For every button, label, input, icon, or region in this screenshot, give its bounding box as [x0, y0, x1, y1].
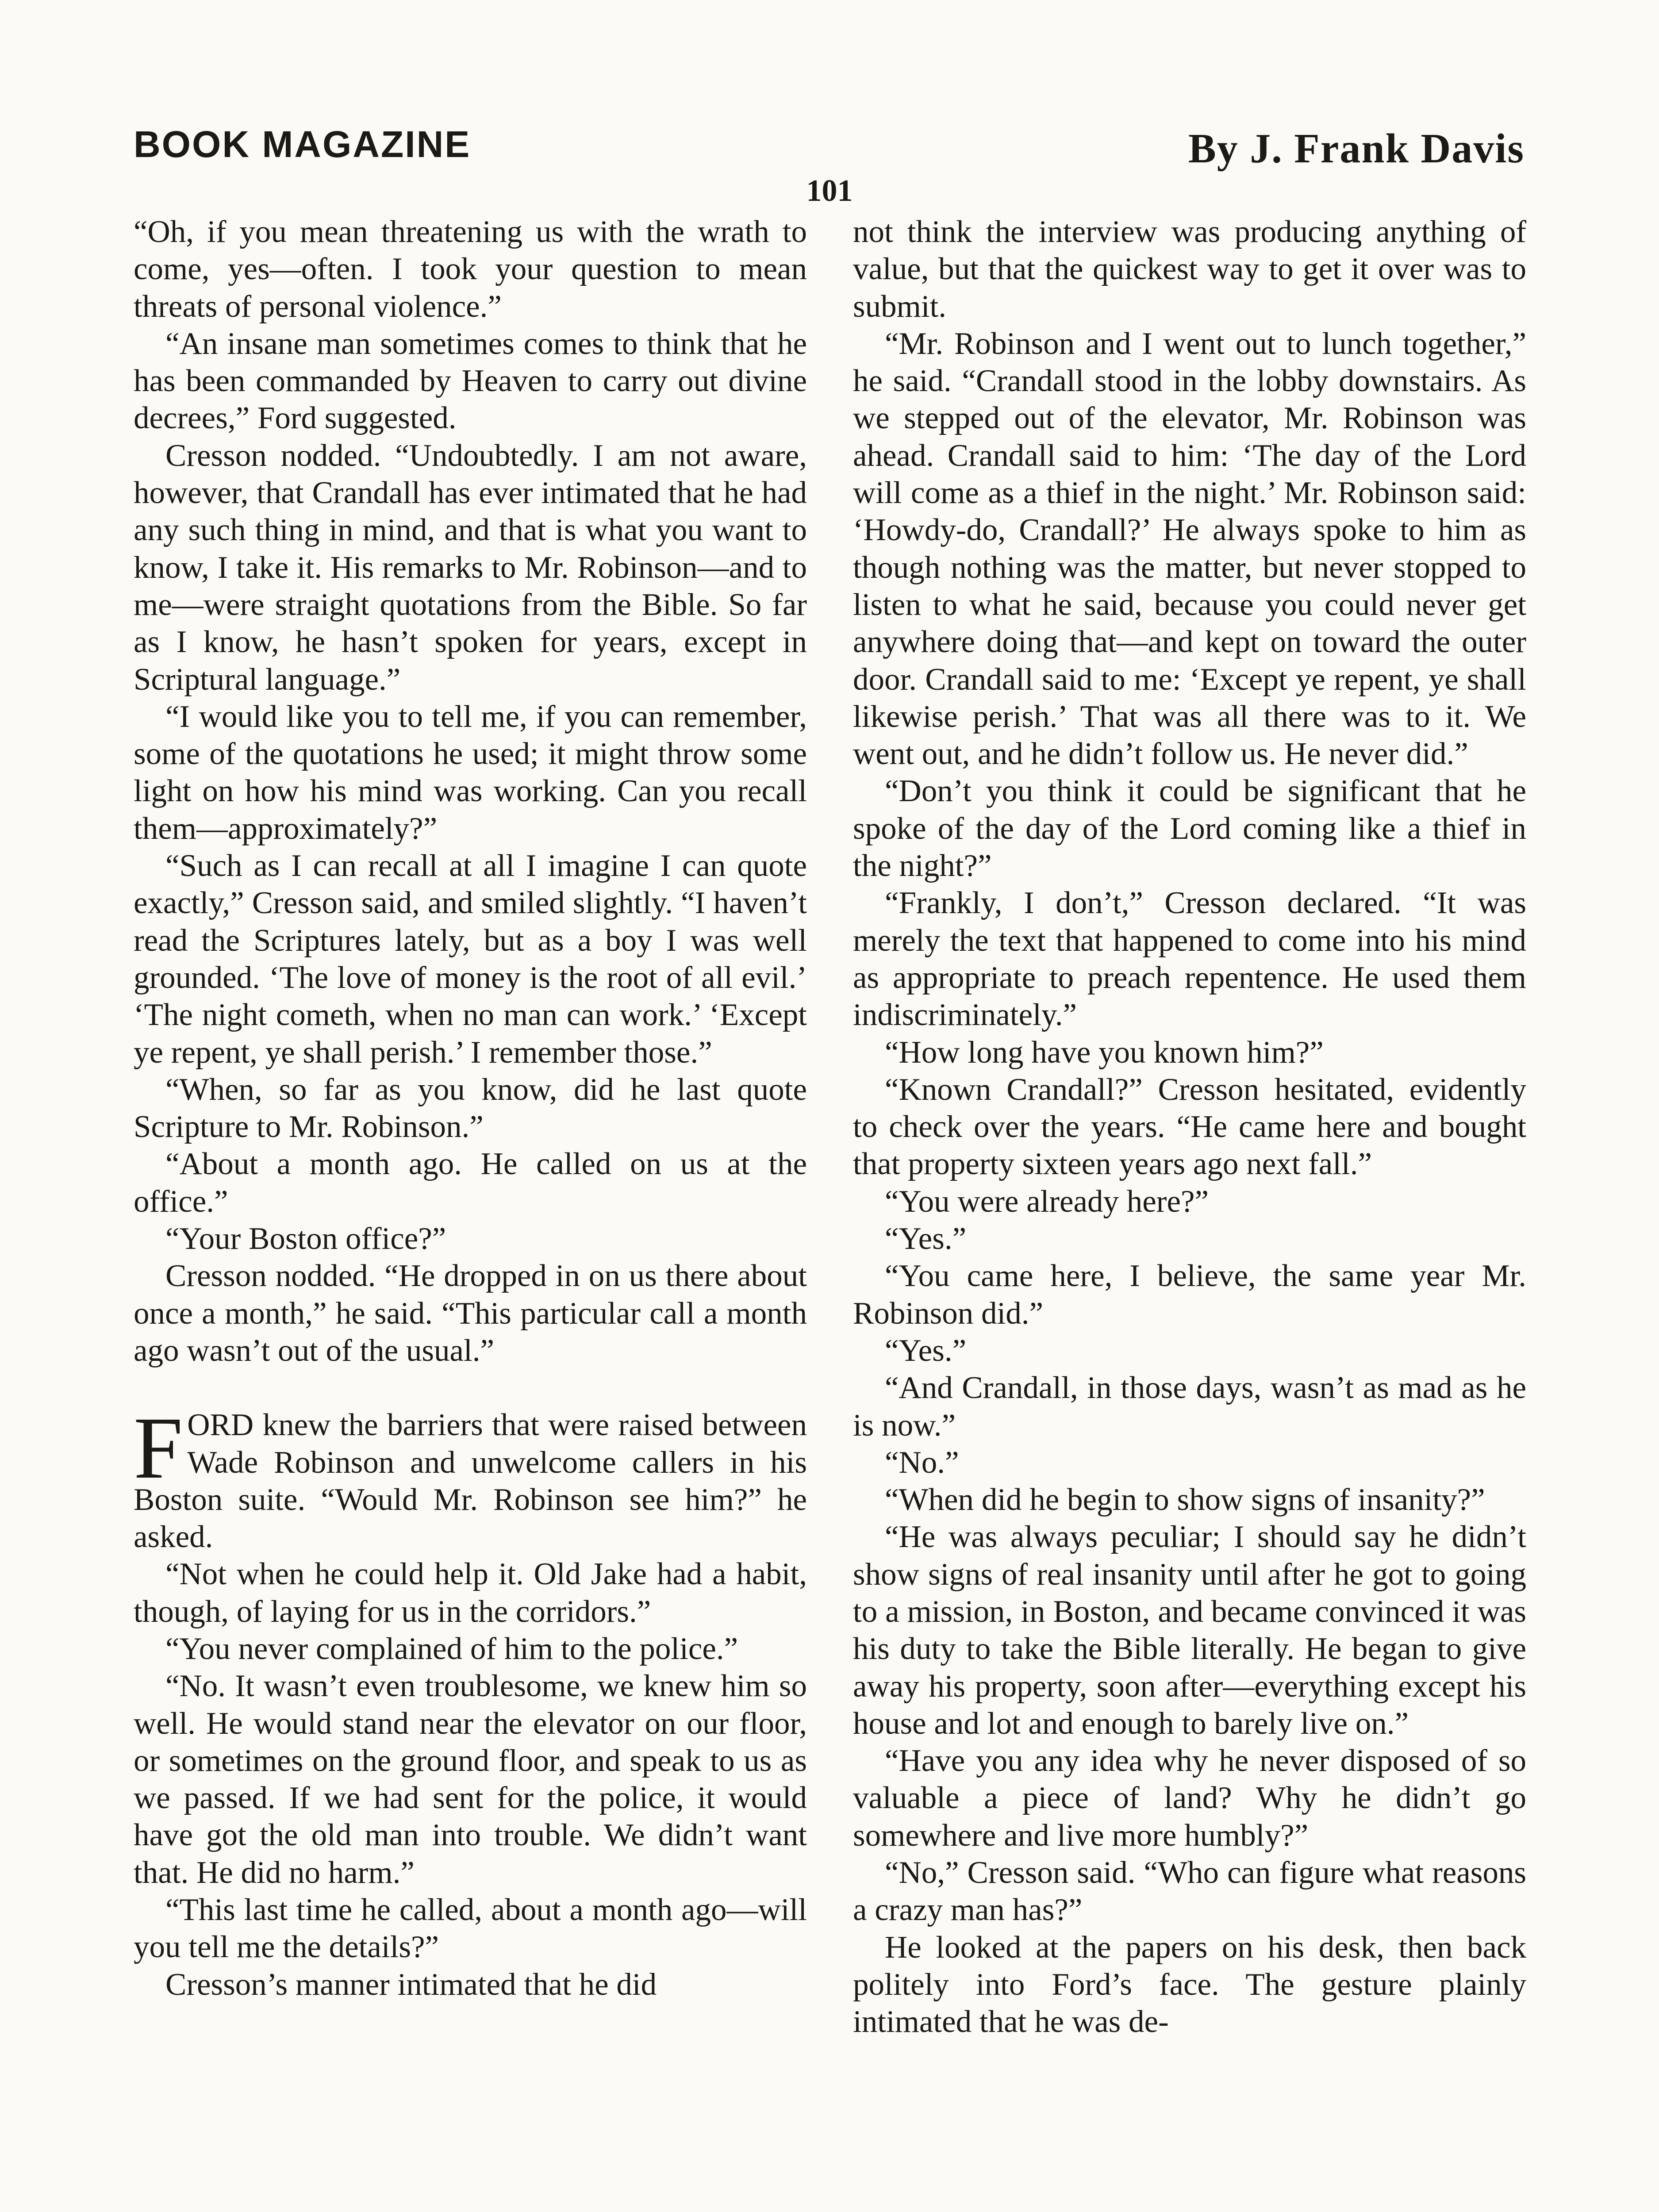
running-head-author: By J. Frank Davis: [1188, 126, 1525, 172]
paragraph: “No. It wasn’t even troublesome, we knew him so well. He would stand near the elevator on our floor, or sometimes on the ground floor, and speak to us as we passed. If we had sent for the police, it would have got the old man into trouble. We didn’t want that. He did no harm.”: [134, 1669, 807, 1890]
paragraph: “Have you any idea why he never disposed of so valuable a piece of land? Why he didn’t go somewhere and live more humbly?”: [853, 1743, 1526, 1853]
paragraph: “Mr. Robinson and I went out to lunch together,” he said. “Crandall stood in the lobby downstairs. As we stepped out of the elevator, Mr. Robinson was ahead. Crandall said to him: ‘The day of the Lord will come as a thief in the night.’ Mr. Robinson said: ‘Howdy-do, Crandall?’ He always spoke to him as though nothing was the matter, but never stopped to listen to what he said, because you could never get anywhere doing that—and kept on toward the outer door. Crandall said to me: ‘Except ye repent, ye shall likewise perish.’ That was all there was to it. We went out, and he didn’t follow us. He never did.”: [853, 326, 1526, 772]
paragraph: “Yes.”: [885, 1221, 967, 1256]
paragraph: “Don’t you think it could be significant that he spoke of the day of the Lord coming like a thief in the night?”: [853, 774, 1526, 883]
text-column-left: [134, 213, 807, 2003]
text-column-right: [853, 213, 1526, 2041]
paragraph: “No.”: [885, 1445, 959, 1480]
paragraph: “Such as I can recall at all I imagine I can quote exactly,” Cresson said, and smiled slightly. “I haven’t read the Scriptures lately, but as a boy I was well grounded. ‘The love of money is the root of all evil.’ ‘The night cometh, when no man can work.’ ‘Except ye repent, ye shall perish.’ I remember those.”: [134, 849, 807, 1070]
paragraph: “An insane man sometimes comes to think that he has been commanded by Heaven to carry out divine decrees,” Ford suggested.: [134, 326, 807, 436]
paragraph: “I would like you to tell me, if you can remember, some of the quotations he used; it might throw some light on how his mind was working. Can you recall them—approximately?”: [134, 699, 807, 846]
paragraph: “This last time he called, about a month ago—will you tell me the details?”: [134, 1893, 807, 1965]
paragraph: “Oh, if you mean threatening us with the wrath to come, yes—often. I took your question to mean threats of personal violence.”: [134, 215, 807, 324]
paragraph: Cresson nodded. “He dropped in on us there about once a month,” he said. “This particular call a month ago wasn’t out of the usual.”: [134, 1259, 807, 1368]
page-number: 101: [806, 174, 853, 208]
paragraph: He looked at the papers on his desk, then back politely into Ford’s face. The gesture plainly intimated that he was de-: [853, 1930, 1526, 2039]
paragraph: “When, so far as you know, did he last quote Scripture to Mr. Robinson.”: [134, 1072, 807, 1144]
paragraph: “When did he begin to show signs of insanity?”: [885, 1482, 1485, 1517]
paragraph: Cresson’s manner intimated that he did: [165, 1967, 657, 2002]
paragraph: “You never complained of him to the police.”: [165, 1631, 738, 1666]
paragraph: Cresson nodded. “Undoubtedly. I am not aware, however, that Crandall has ever intimated that he had any such thing in mind, and that is what you want to know, I take it. His remarks to Mr. Robinson—and to me—were straight quotations from the Bible. So far as I know, he hasn’t spoken for years, except in Scriptural language.”: [134, 438, 807, 697]
paragraph: not think the interview was producing anything of value, but that the quickest way to get it over was to submit.: [853, 215, 1526, 324]
paragraph: “You came here, I believe, the same year Mr. Robinson did.”: [853, 1259, 1526, 1331]
running-head-magazine: BOOK MAGAZINE: [134, 123, 471, 165]
paragraph: “Frankly, I don’t,” Cresson declared. “It was merely the text that happened to come into his mind as appropriate to preach repentence. He used them indiscriminately.”: [853, 886, 1526, 1033]
drop-cap: F: [134, 1399, 183, 1498]
paragraph: “Known Crandall?” Cresson hesitated, evidently to check over the years. “He came here and bought that property sixteen years ago next fall.”: [853, 1072, 1526, 1182]
paragraph: “Your Boston office?”: [165, 1221, 446, 1256]
paragraph: “And Crandall, in those days, wasn’t as mad as he is now.”: [853, 1371, 1526, 1443]
paragraph: “About a month ago. He called on us at the office.”: [134, 1147, 807, 1219]
section-paragraph: [134, 1399, 807, 1555]
section-paragraph-text: ORD knew the barriers that were raised between Wade Robinson and unwelcome callers in his Boston suite. “Would Mr. Robinson see him?” he asked.: [134, 1408, 807, 1555]
paragraph: “Yes.”: [885, 1333, 967, 1368]
paragraph: “You were already here?”: [885, 1184, 1209, 1219]
paragraph: “He was always peculiar; I should say he didn’t show signs of real insanity until after he got to going to a mission, in Boston, and became convinced it was his duty to take the Bible literally. He began to give away his property, soon after—everything except his house and lot and enough to barely live on.”: [853, 1520, 1526, 1741]
paragraph: “How long have you known him?”: [885, 1035, 1324, 1070]
paragraph: “No,” Cresson said. “Who can figure what reasons a crazy man has?”: [853, 1855, 1526, 1928]
paragraph: “Not when he could help it. Old Jake had a habit, though, of laying for us in the corridors.”: [134, 1557, 807, 1629]
